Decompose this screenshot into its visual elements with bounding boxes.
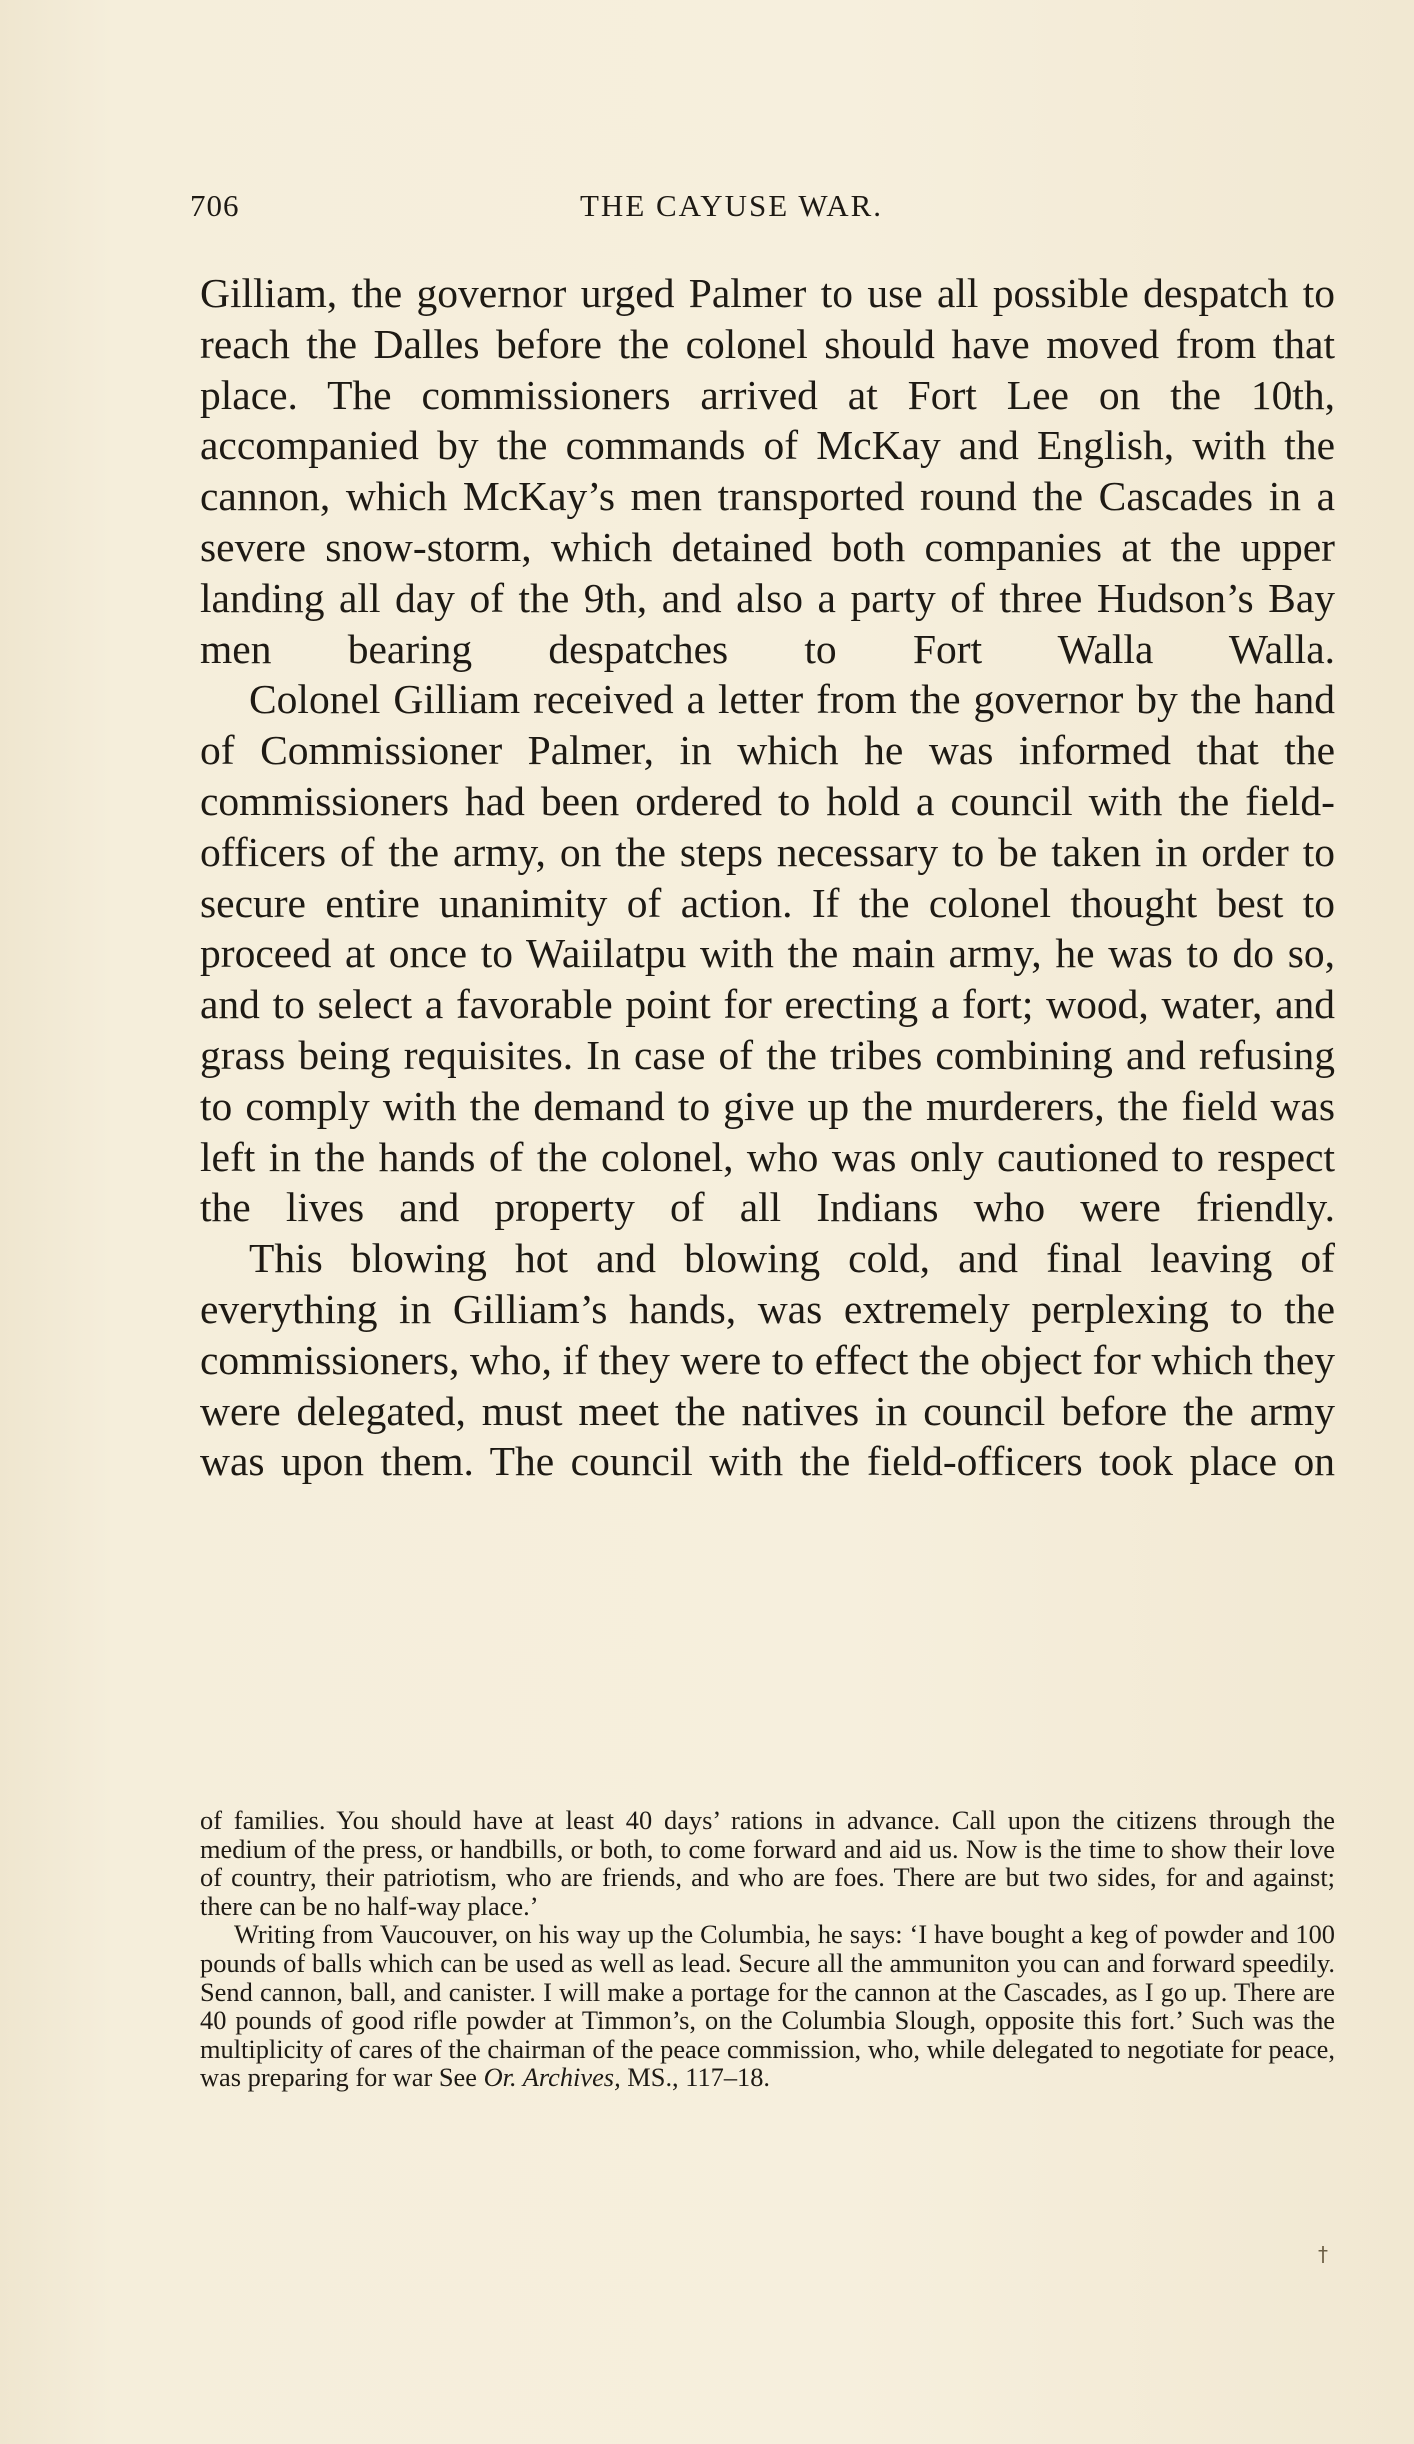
footnote-text: Writing from Vaucouver, on his way up the Columbia, he says: ‘I have bought a keg of powder and 100 pounds of balls which can be used as well as lead. Secure all the ammuniton you can and forward speedily. Send cannon, ball, and canister. I will make a portage for the cannon at the Cascades, as I go up. There are 40 pounds of good rifle powder at Timmon’s, on the Columbia Slough, opposite this fort.’ Such was the multiplicity of cares of the chairman of the peace commission, who, while delegated to negotiate for peace, was preparing for war See bbox=[200, 1919, 1335, 2093]
paragraph-3: This blowing hot and blowing cold, and final leaving of everything in Gilliam’s hands, was extremely perplexing to the commissioners, who, if they were to effect the object for which they were delegated, must meet the natives in council before the army was upon them. The council with the field-officers took place on bbox=[200, 1235, 1335, 1485]
footnote-citation-title: Or. Archives, bbox=[483, 2062, 621, 2093]
main-text bbox=[200, 268, 1335, 1487]
running-head: THE CAYUSE WAR. bbox=[580, 188, 884, 223]
page-number: 706 bbox=[190, 188, 240, 223]
paragraph-2: Colonel Gilliam received a letter from the governor by the hand of Commissioner Palmer, in which he was informed that the commissioners had been ordered to hold a council with the field-officers of the army, on the steps necessary to be taken in order to secure entire unanimity of action. If the colonel thought best to proceed at once to Waiilatpu with the main army, he was to do so, and to select a favorable point for erecting a fort; wood, water, and grass being requisites. In case of the tribes combining and refusing to comply with the demand to give up the murderers, the field was left in the hands of the colonel, who was only cautioned to respect the lives and property of all Indians who were friendly. bbox=[200, 676, 1335, 1231]
footnote-citation-ref: MS., 117–18. bbox=[627, 2062, 771, 2093]
footnote-paragraph-1: of families. You should have at least 40 days’ rations in advance. Call upon the citizens through the medium of the press, or handbills, or both, to come forward and aid us. Now is the time to show their love of country, their patriotism, who are friends, and who are foes. There are but two sides, for and against; there can be no half-way place.’ bbox=[200, 1805, 1335, 1921]
footnote-paragraph-2 bbox=[200, 1920, 1335, 2092]
paragraph-1: Gilliam, the governor urged Palmer to use all possible despatch to reach the Dalles before the colonel should have moved from that place. The commissioners arrived at Fort Lee on the 10th, accompanied by the commands of McKay and English, with the cannon, which McKay’s men transported round the Cascades in a severe snow-storm, which detained both companies at the upper landing all day of the 9th, and also a party of three Hudson’s Bay men bearing despatches to Fort Walla Walla. bbox=[200, 270, 1335, 672]
footnotes bbox=[200, 1806, 1335, 2092]
margin-mark: † bbox=[1318, 2242, 1328, 2266]
page-header bbox=[190, 180, 1340, 240]
